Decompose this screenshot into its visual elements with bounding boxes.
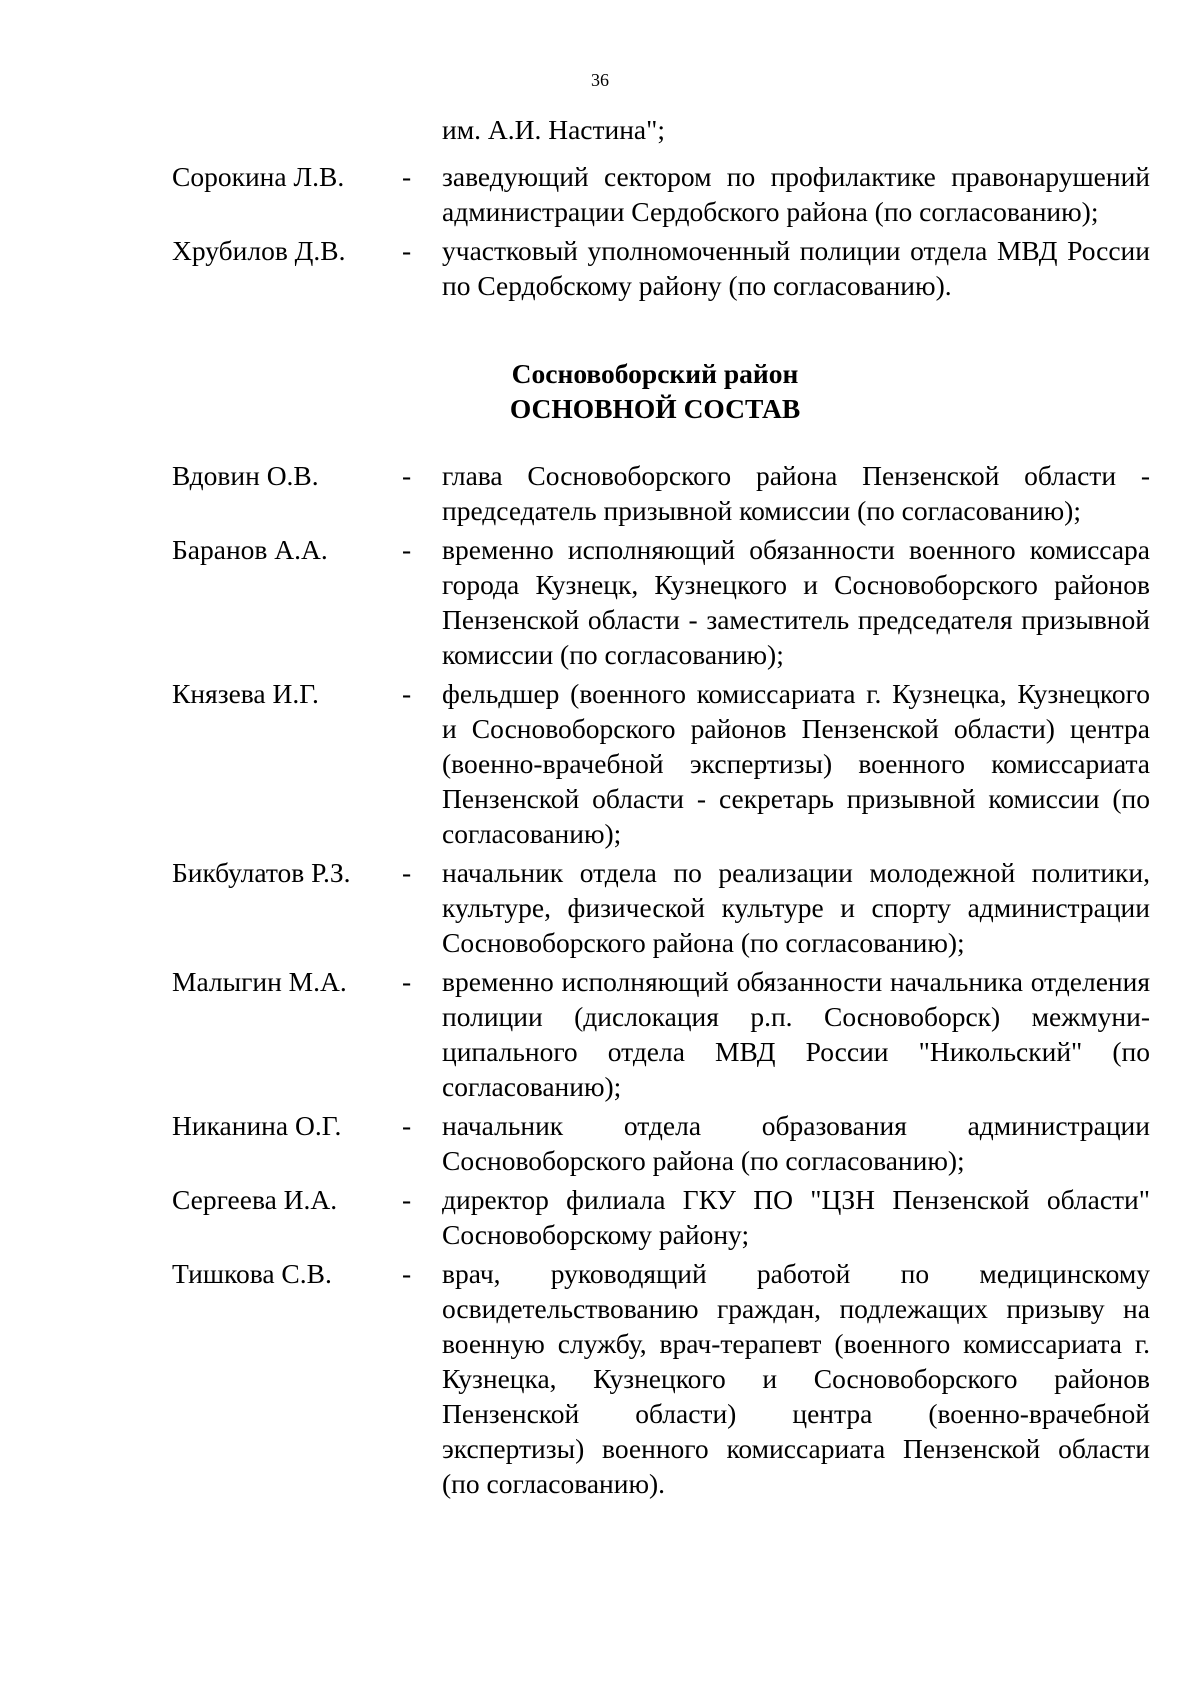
entry-dash: - [402, 1184, 412, 1215]
member-position: временно исполняющий обязанности начальника отделения полиции (дислокация р.п. Сосновоборск) межмуни-ципального отдела МВД России "Никольский" (по согласованию); [442, 966, 1150, 1102]
member-position: директор филиала ГКУ ПО "ЦЗН Пензенской области" Сосновоборскому району; [442, 1184, 1150, 1250]
entry-dash: - [402, 460, 412, 491]
member-name: Князева И.Г. [172, 678, 319, 709]
list-item [172, 855, 1150, 960]
member-position: участковый уполномоченный полиции отдела МВД России по Сердобскому району (по согласованию). [442, 235, 1150, 301]
member-position: фельдшер (военного комиссариата г. Кузнецка, Кузнецкого и Сосновоборского районов Пензенской области) центра (военно-врачебной экспертизы) военного комиссариата Пензенской области - секретарь призывной комиссии (по согласованию); [442, 678, 1150, 849]
list-item [172, 532, 1150, 672]
member-position: врач, руководящий работой по медицинскому освидетельствованию граждан, подлежащих призыву на военную службу, врач-терапевт (военного комиссариата г. Кузнецка, Кузнецкого и Сосновоборского районов Пензенской области) центра (военно-врачебной экспертизы) военного комиссариата Пензенской области (по согласованию). [442, 1258, 1150, 1499]
main-entries-list [172, 458, 1150, 1505]
member-name: Хрубилов Д.В. [172, 235, 346, 266]
member-position: заведующий сектором по профилактике правонарушений администрации Сердобского района (по согласованию); [442, 161, 1150, 227]
list-item [172, 676, 1150, 851]
entry-dash: - [402, 1110, 412, 1141]
entry-dash: - [402, 534, 412, 565]
member-name: Вдовин О.В. [172, 460, 319, 491]
member-position: начальник отдела по реализации молодежной политики, культуре, физической культуре и спорту администрации Сосновоборского района (по согласованию); [442, 857, 1150, 958]
member-name: Баранов А.А. [172, 534, 328, 565]
list-item [172, 159, 1150, 229]
list-item [172, 1182, 1150, 1252]
list-item [172, 458, 1150, 528]
section-subtitle: ОСНОВНОЙ СОСТАВ [509, 393, 801, 424]
member-name: Тишкова С.В. [172, 1258, 332, 1289]
member-name: Сорокина Л.В. [172, 161, 345, 192]
section-title: Сосновоборский район [511, 358, 799, 389]
member-name: Бикбулатов Р.З. [172, 857, 351, 888]
list-item [172, 1256, 1150, 1501]
entry-dash: - [402, 857, 412, 888]
list-item [172, 1108, 1150, 1178]
section-heading [0, 356, 1200, 426]
member-name: Никанина О.Г. [172, 1110, 342, 1141]
member-position: начальник отдела образования администрации Сосновоборского района (по согласованию); [442, 1110, 1150, 1176]
entry-dash: - [402, 235, 412, 266]
member-position: временно исполняющий обязанности военного комиссара города Кузнецк, Кузнецкого и Сосновоборского районов Пензенской области - заместитель председателя призывной комиссии (по согласованию); [442, 534, 1150, 670]
entry-dash: - [402, 1258, 412, 1289]
top-entries-list [172, 159, 1150, 307]
page-number: 36 [591, 70, 609, 90]
entry-dash: - [402, 678, 412, 709]
member-name: Сергеева И.А. [172, 1184, 338, 1215]
list-item [172, 964, 1150, 1104]
continuation-text: им. А.И. Настина"; [442, 114, 666, 145]
entry-dash: - [402, 966, 412, 997]
list-item [172, 233, 1150, 303]
member-name: Малыгин М.А. [172, 966, 347, 997]
entry-dash: - [402, 161, 412, 192]
member-position: глава Сосновоборского района Пензенской области - председатель призывной комиссии (по согласованию); [442, 460, 1150, 526]
